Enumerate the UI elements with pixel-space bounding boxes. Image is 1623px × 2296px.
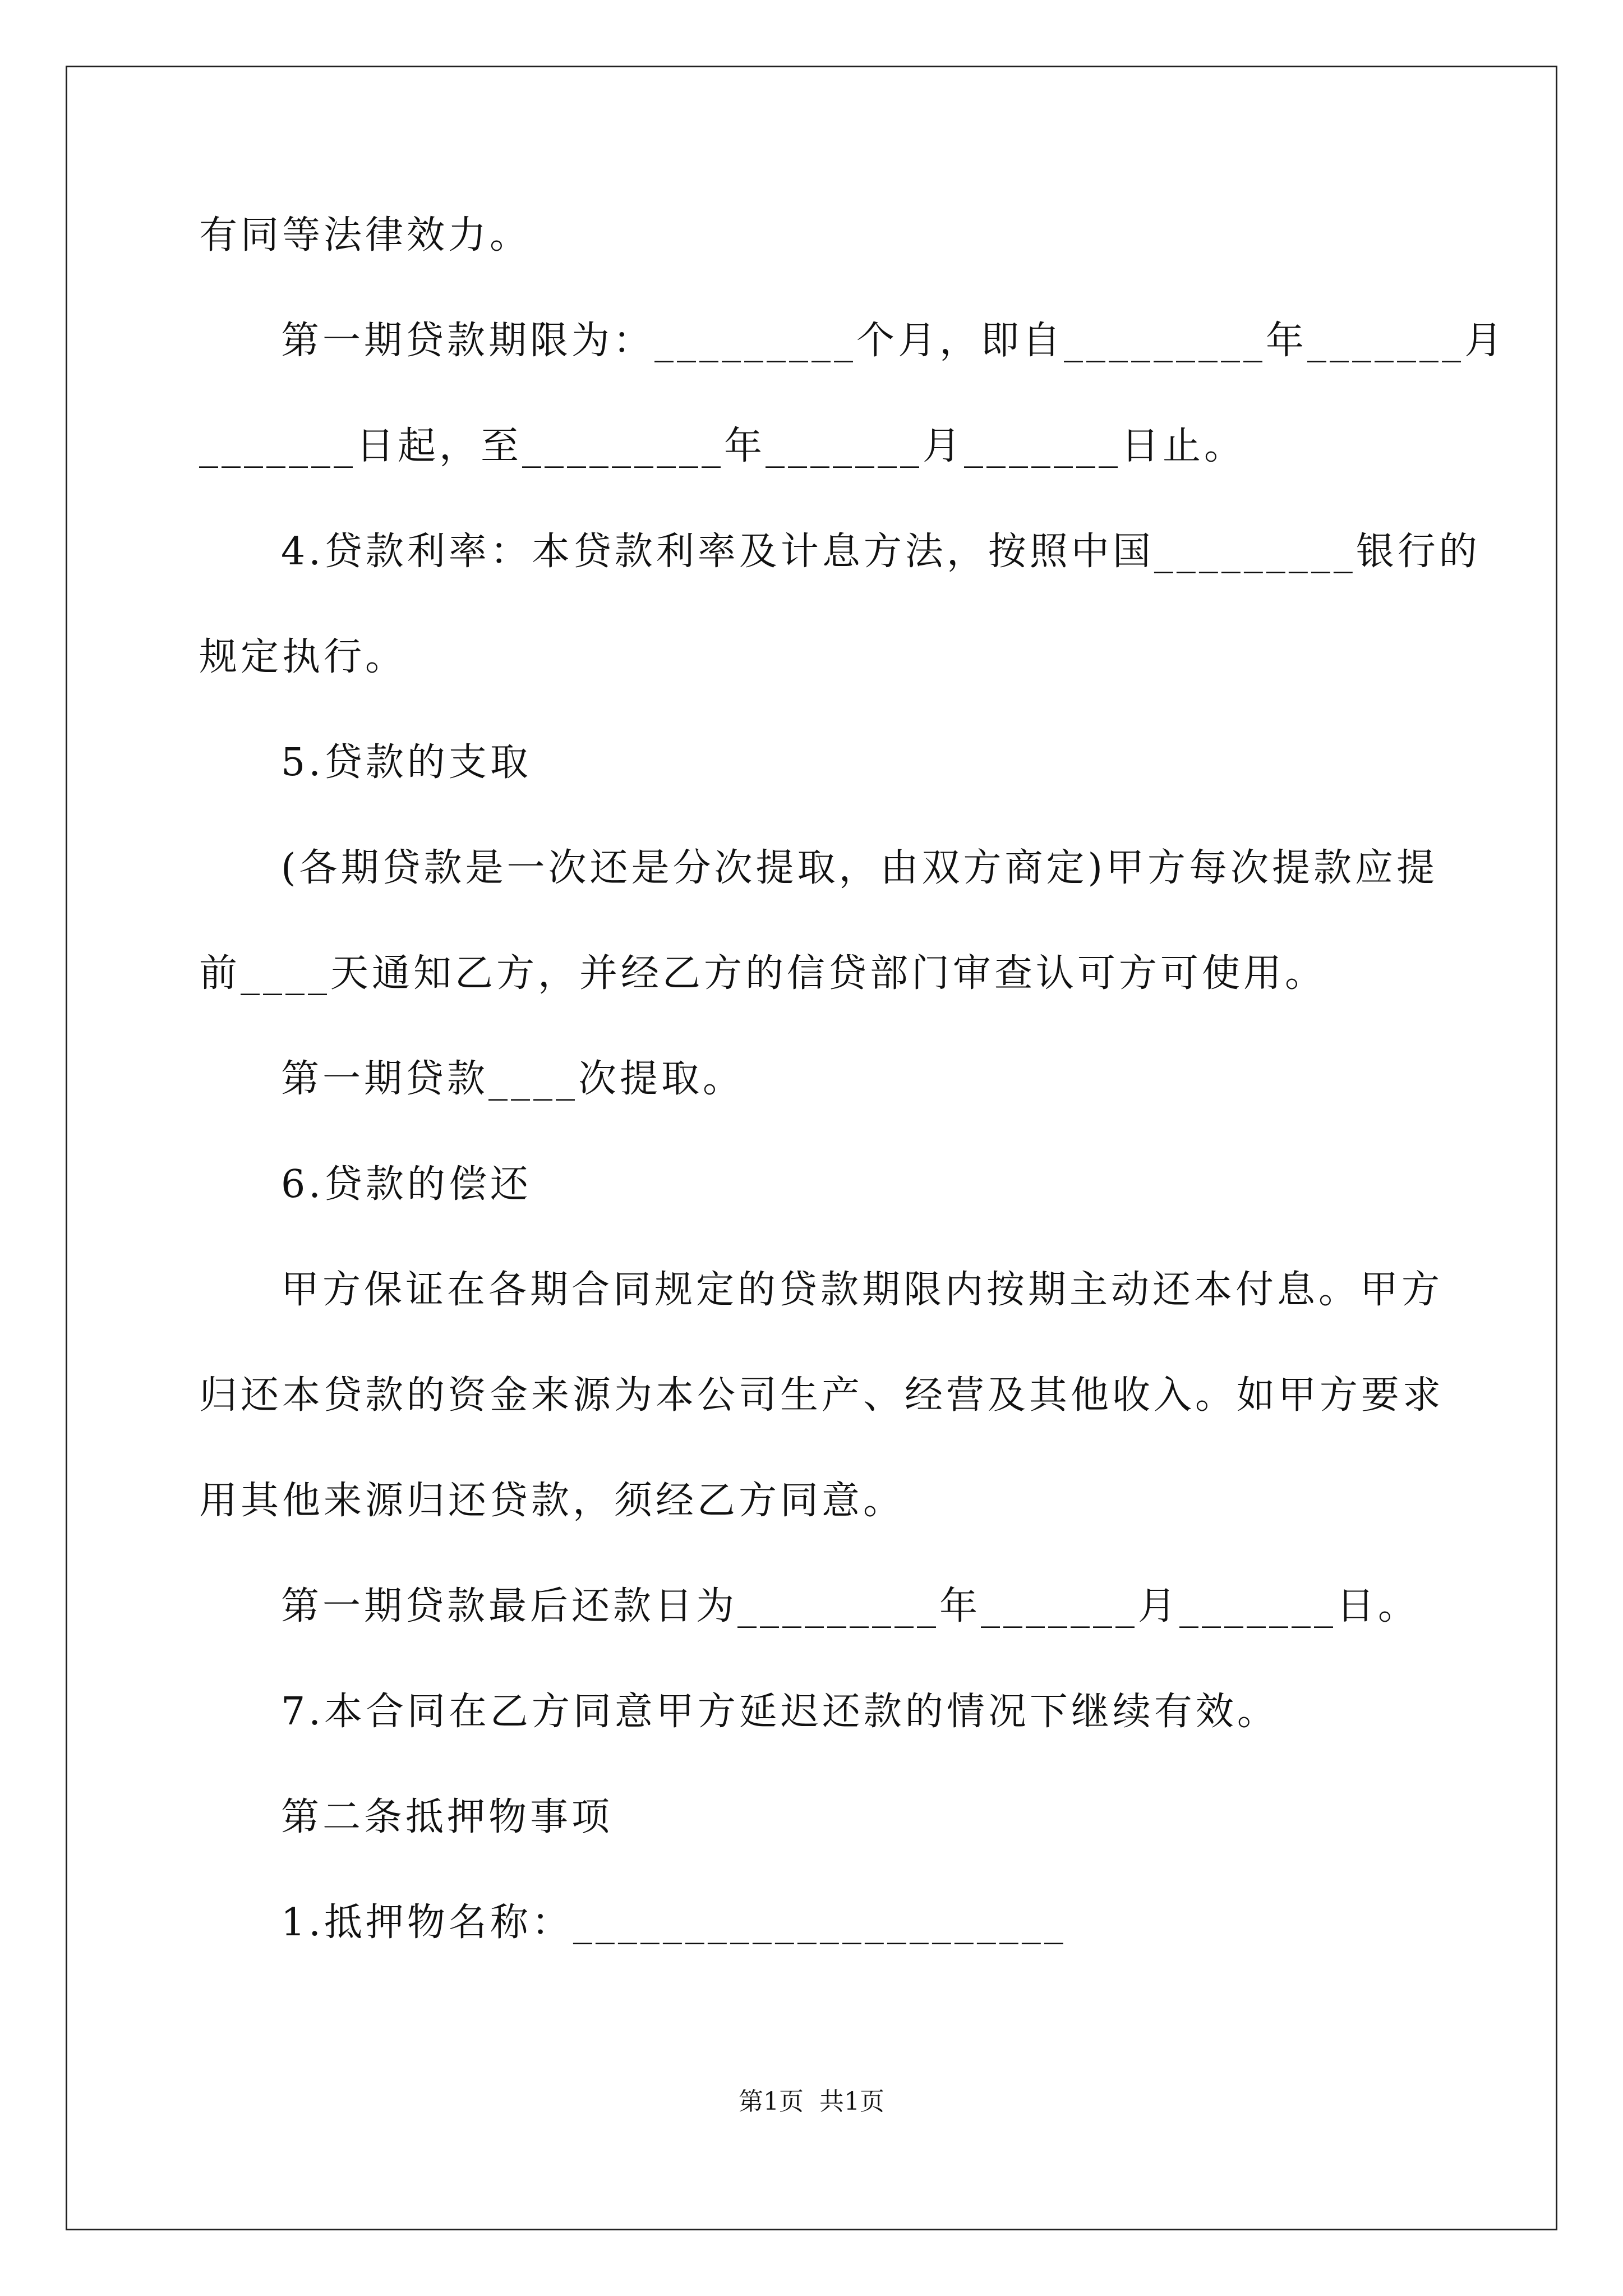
text-line: 规定执行。 [199, 635, 407, 679]
page-footer [0, 2086, 1623, 2118]
text-line: 第二条抵押物事项 [281, 1795, 614, 1839]
text-line: 有同等法律效力。 [199, 213, 532, 257]
text-line: 4.贷款利率：本贷款利率及计息方法，按照中国_________银行的 [281, 530, 1481, 574]
text-line: 前____天通知乙方，并经乙方的信贷部门审查认可方可使用。 [199, 951, 1327, 996]
text-line: 甲方保证在各期合同规定的贷款期限内按期主动还本付息。甲方 [281, 1268, 1444, 1312]
text-line: 归还本贷款的资金来源为本公司生产、经营及其他收入。如甲方要求 [199, 1373, 1445, 1418]
text-line: _______日起，至_________年_______月_______日止。 [199, 424, 1246, 468]
text-line: 7.本合同在乙方同意甲方延迟还款的情况下继续有效。 [281, 1690, 1279, 1734]
text-line: 第一期贷款期限为：_________个月，即自_________年_______月 [281, 319, 1506, 363]
page-number-current: 第1页 [739, 2087, 804, 2116]
text-line: 第一期贷款最后还款日为_________年_______月_______日。 [281, 1584, 1420, 1628]
text-line: 用其他来源归还贷款，须经乙方同意。 [199, 1479, 905, 1523]
text-line: 1.抵押物名称：______________________ [281, 1901, 1067, 1945]
text-line: 6.贷款的偿还 [281, 1162, 532, 1207]
text-line: 5.贷款的支取 [281, 740, 532, 785]
text-line: 第一期贷款____次提取。 [281, 1057, 745, 1101]
text-line: (各期贷款是一次还是分次提取，由双方商定)甲方每次提款应提 [281, 846, 1438, 890]
page-number-total: 共1页 [819, 2087, 884, 2116]
